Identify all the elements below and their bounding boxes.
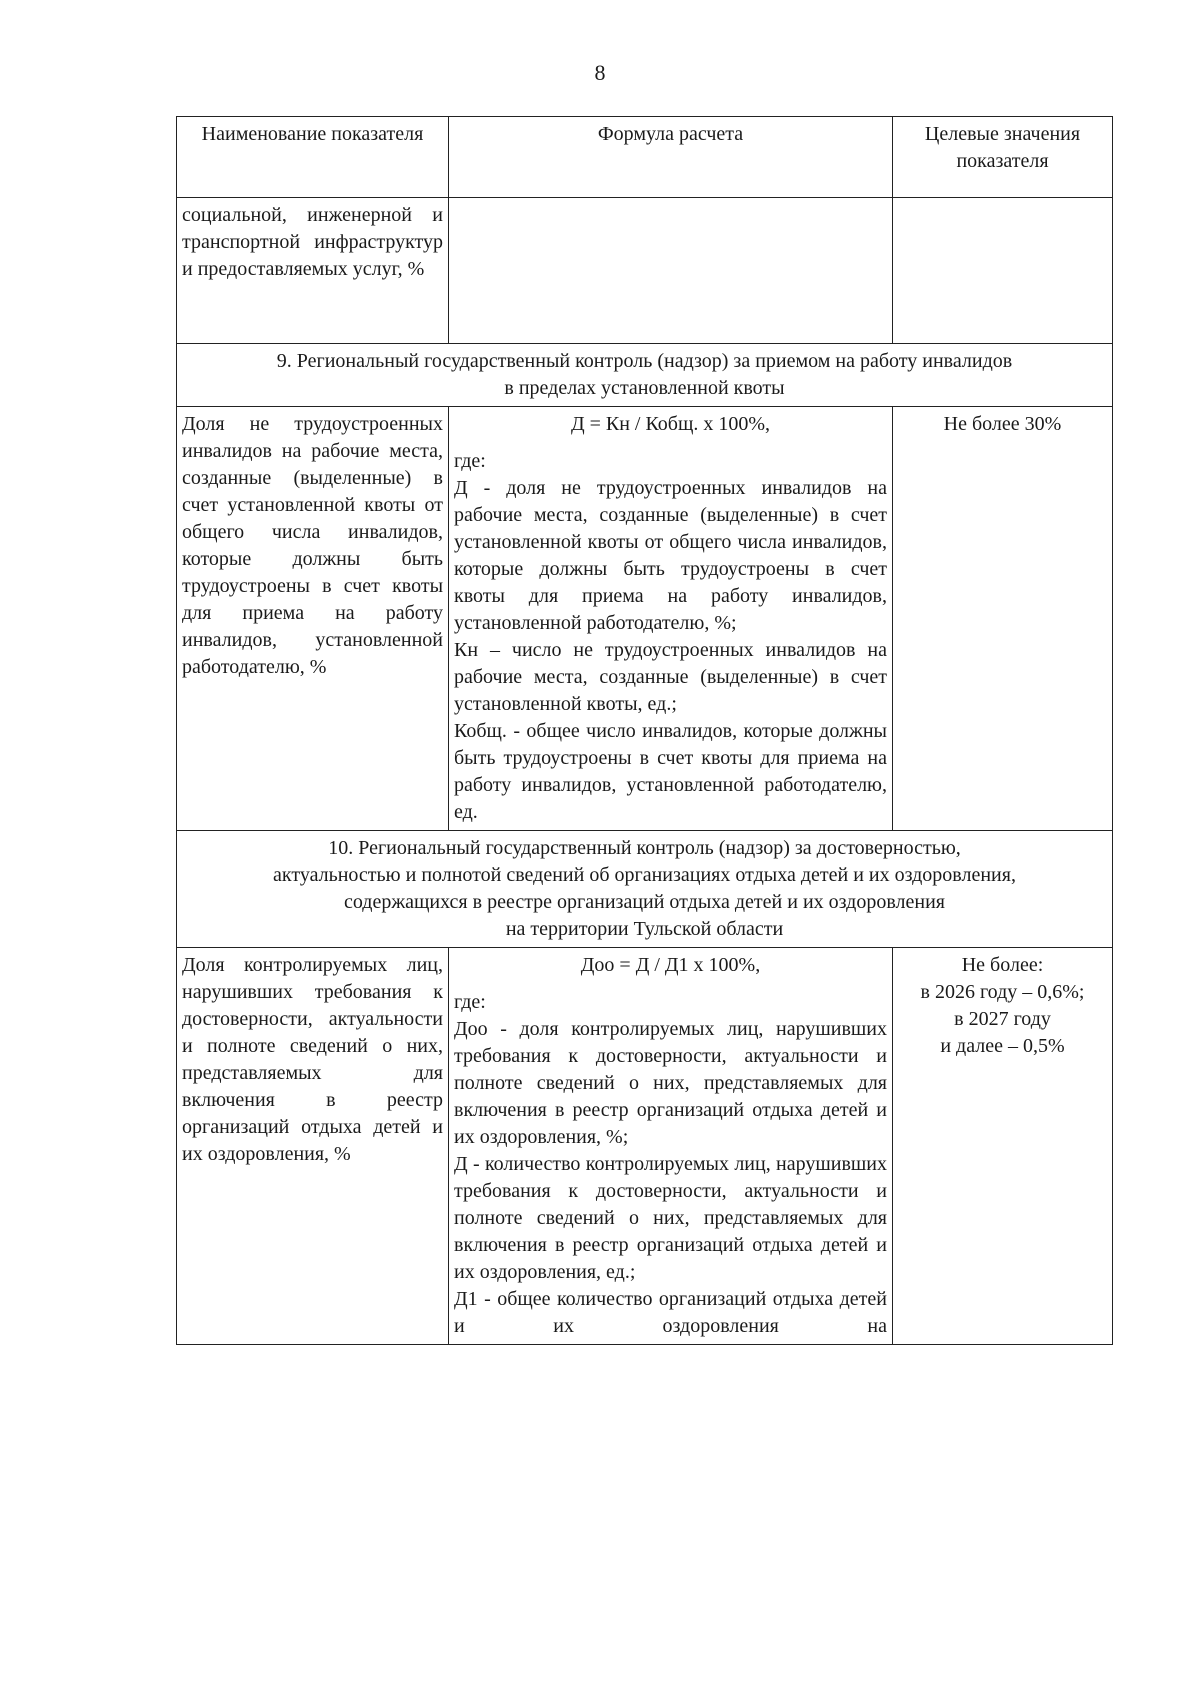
page-number: 8: [594, 60, 606, 85]
continued-indicator-name: социальной, инженерной и транспортной инфраструктур и предоставляемых услуг, %: [177, 198, 449, 344]
section-10-definition: Доо - доля контролируемых лиц, нарушивших требования к достоверности, актуальности и полноте сведений о них, представляемых для включения в реестр организаций отдыха детей и их оздоровления, %;: [454, 1018, 887, 1148]
section-9-indicator-name: Доля не трудоустроенных инвалидов на рабочие места, созданные (выделенные) в счет установленной квоты от общего числа инвалидов, которые должны быть трудоустроены в счет квоты для приема на работу инвалидов, установленной работодателю, %: [177, 407, 449, 831]
section-9-title: [177, 344, 1113, 407]
section-10-formula-cell: [449, 948, 893, 1345]
table-header-row: [177, 117, 1113, 198]
continued-target-cell: [893, 198, 1113, 344]
section-10-definition: Д - количество контролируемых лиц, нарушивших требования к достоверности, актуальности и полноте сведений о них, представляемых для включения в реестр организаций отдыха детей и их оздоровления, ед.;: [454, 1153, 887, 1283]
section-9-definition: Д - доля не трудоустроенных инвалидов на рабочие места, созданные (выделенные) в счет установленной квоты от общего числа инвалидов, которые должны быть трудоустроены в счет квоты для приема на работу инвалидов, установленной работодателю, %;: [454, 477, 887, 634]
table-row-continued: [177, 198, 1113, 344]
header-target: Целевые значения показателя: [893, 117, 1113, 198]
section-9-formula: Д = Кн / Кобщ. х 100%,: [570, 413, 771, 435]
section-9-formula-cell: [449, 407, 893, 831]
section-10-title-line: на территории Тульской области: [505, 918, 784, 940]
section-9-definition: Кобщ. - общее число инвалидов, которые должны быть трудоустроены в счет квоты для приема на работу инвалидов, установленной работодателю, ед.: [454, 720, 887, 823]
section-10-target-line: в 2026 году – 0,6%;: [920, 981, 1085, 1003]
section-10-target-line: и далее – 0,5%: [940, 1035, 1065, 1057]
section-10-formula: Доо = Д / Д1 х 100%,: [580, 954, 761, 976]
section-9-target: Не более 30%: [893, 407, 1113, 831]
header-formula: Формула расчета: [449, 117, 893, 198]
section-9-heading-row: [177, 344, 1113, 407]
section-10-indicator-name: Доля контролируемых лиц, нарушивших требования к достоверности, актуальности и полноте сведений о них, представляемых для включения в реестр организаций отдыха детей и их оздоровления, %: [177, 948, 449, 1345]
section-9-indicator-row: [177, 407, 1113, 831]
section-10-target-line: Не более:: [961, 954, 1044, 976]
section-10-definition: Д1 - общее количество организаций отдыха детей и их оздоровления на: [454, 1288, 887, 1337]
section-10-title-line: актуальностью и полнотой сведений об организациях отдыха детей и их оздоровления,: [273, 864, 1016, 886]
continued-formula-cell: [449, 198, 893, 344]
indicators-table: [176, 116, 1113, 1345]
section-9-title-line: в пределах установленной квоты: [504, 377, 785, 399]
section-10-title-line: 10. Региональный государственный контроль (надзор) за достоверностью,: [328, 837, 961, 859]
section-10-target: [893, 948, 1113, 1345]
section-10-where: где:: [454, 991, 486, 1013]
section-10-title: [177, 831, 1113, 948]
section-10-title-line: содержащихся в реестре организаций отдыха детей и их оздоровления: [343, 891, 946, 913]
section-9-title-line: 9. Региональный государственный контроль (надзор) за приемом на работу инвалидов: [276, 350, 1013, 372]
section-9-definition: Кн – число не трудоустроенных инвалидов на рабочие места, созданные (выделенные) в счет установленной квоты, ед.;: [454, 639, 887, 715]
section-9-where: где:: [454, 450, 486, 472]
section-10-heading-row: [177, 831, 1113, 948]
header-name: Наименование показателя: [177, 117, 449, 198]
section-10-target-line: в 2027 году: [954, 1008, 1051, 1030]
section-10-indicator-row: [177, 948, 1113, 1345]
